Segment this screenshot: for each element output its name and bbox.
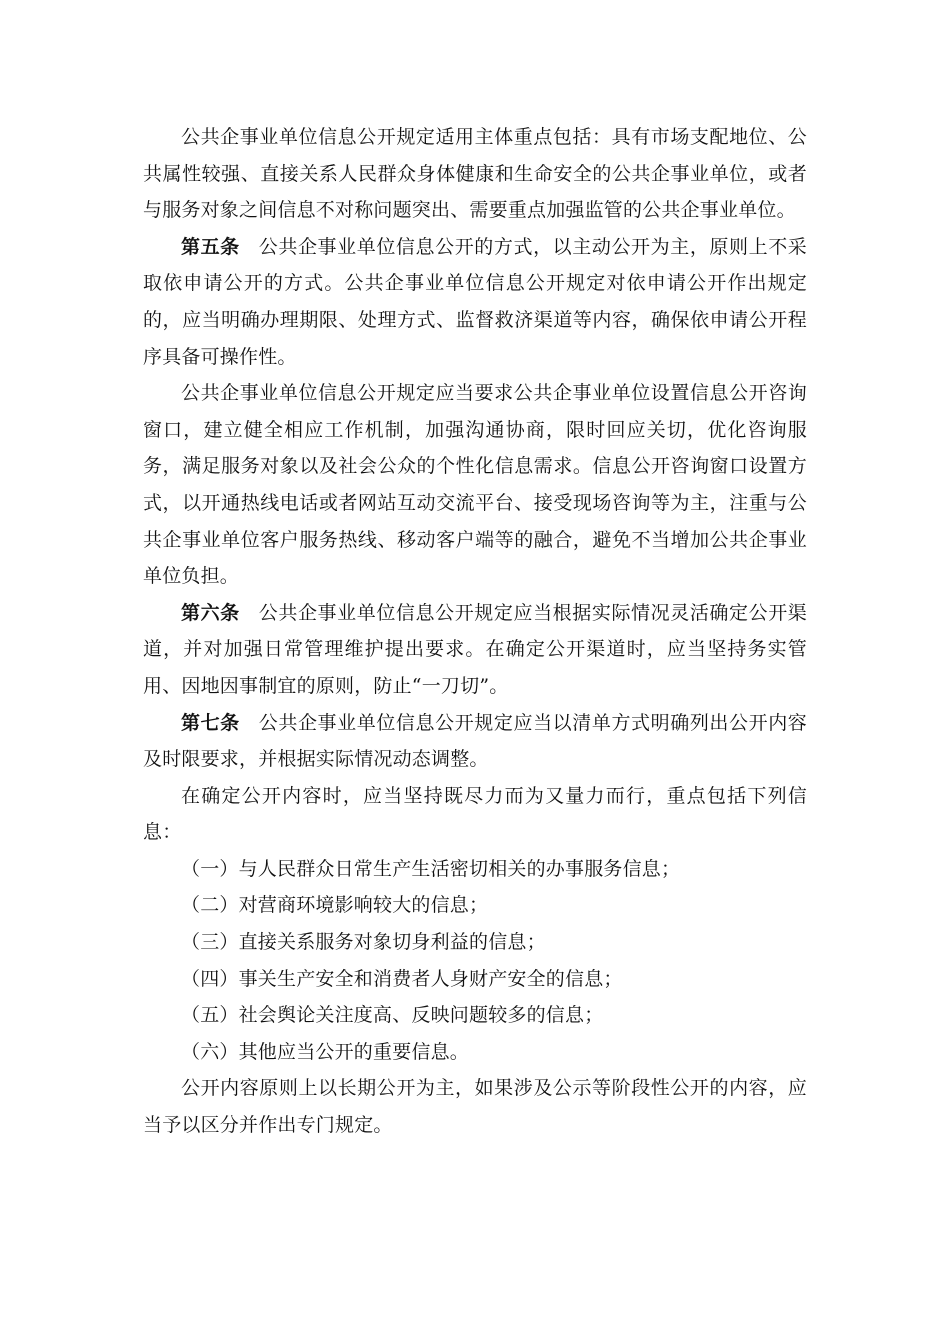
paragraph-scope [143,119,807,229]
article-number: 第六条 [181,601,240,624]
article-number: 第五条 [181,235,240,258]
paragraph-text: 公共企事业单位信息公开规定应当要求公共企事业单位设置信息公开咨询窗口，建立健全相应工作机制，加强沟通协商，限时回应关切，优化咨询服务，满足服务对象以及社会公众的个性化信息需求。信息公开咨询窗口设置方式，以开通热线电话或者网站互动交流平台、接受现场咨询等为主，注重与公共企事业单位客户服务热线、移动客户端等的融合，避免不当增加公共企事业单位负担。 [143,382,807,588]
list-item: （五）社会舆论关注度高、反映问题较多的信息； [181,1004,604,1027]
paragraph-text: 公共企事业单位信息公开规定应当根据实际情况灵活确定公开渠道，并对加强日常管理维护提出要求。在确定公开渠道时，应当坚持务实管用、因地因事制宜的原则，防止“一刀切”。 [143,601,807,697]
paragraph-text: 公共企事业单位信息公开规定应当以清单方式明确列出公开内容及时限要求，并根据实际情况动态调整。 [143,711,807,771]
article-7-paragraph [143,705,807,778]
paragraph-text: 公共企事业单位信息公开规定适用主体重点包括：具有市场支配地位、公共属性较强、直接关系人民群众身体健康和生命安全的公共企事业单位，或者与服务对象之间信息不对称问题突出、需要重点加强监管的公共企事业单位。 [143,126,807,222]
list-item: （三）直接关系服务对象切身利益的信息； [181,931,546,954]
list-item: （四）事关生产安全和消费者人身财产安全的信息； [181,967,623,990]
list-item: （六）其他应当公开的重要信息。 [181,1040,470,1063]
paragraph-text: 在确定公开内容时，应当坚持既尽力而为又量力而行，重点包括下列信息： [143,784,807,844]
paragraph-content-intro [143,778,807,851]
paragraph-text: 公共企事业单位信息公开的方式，以主动公开为主，原则上不采取依申请公开的方式。公共企事业单位信息公开规定对依申请公开作出规定的，应当明确办理期限、处理方式、监督救济渠道等内容，确保依申请公开程序具备可操作性。 [143,235,807,368]
list-item: （一）与人民群众日常生产生活密切相关的办事服务信息； [181,857,681,880]
article-5-paragraph [143,229,807,375]
document-body [143,119,807,1144]
article-number: 第七条 [181,711,240,734]
paragraph-closing: 公开内容原则上以长期公开为主，如果涉及公示等阶段性公开的内容，应当予以区分并作出专门规定。 [143,1077,807,1137]
list-item: （二）对营商环境影响较大的信息； [181,894,489,917]
paragraph-consult-window [143,375,807,595]
article-6-paragraph [143,595,807,705]
